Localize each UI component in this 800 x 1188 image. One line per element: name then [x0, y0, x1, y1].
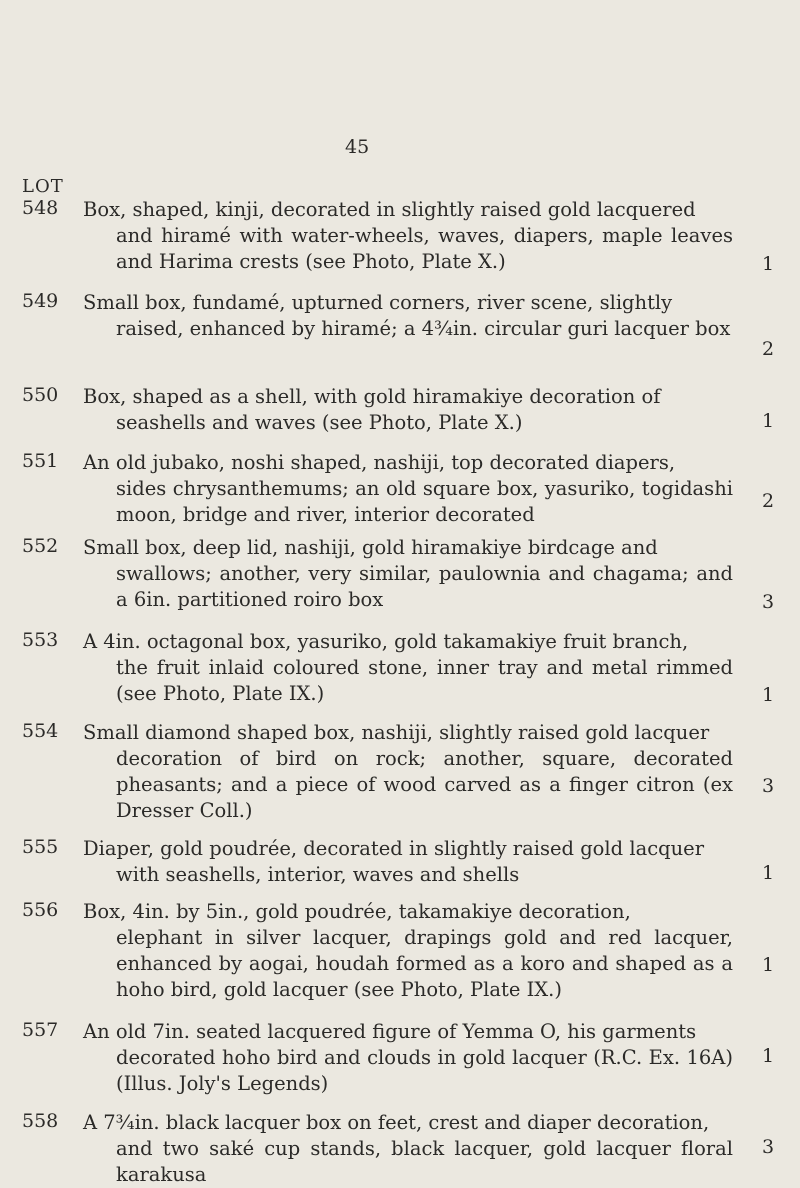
lot-description: Small box, fundamé, upturned corners, river scene, slightly raised, enhanced by hiramé; a 4¾in. circular guri lacquer box — [83, 291, 731, 340]
lot-quantity: 1 — [762, 684, 775, 706]
lot-description: An old jubako, noshi shaped, nashiji, top decorated diapers, sides chrysanthemums; an old square box, yasuriko, togidashi moon, bridge and river, interior decorated — [83, 451, 733, 526]
lot-description: An old 7in. seated lacquered figure of Yemma O, his garments decorated hoho bird and clouds in gold lacquer (R.C. Ex. 16A) (Illus. Joly's Legends) — [83, 1020, 733, 1095]
lot-number: 549 — [22, 290, 59, 312]
lot-number: 550 — [22, 384, 59, 406]
lot-quantity: 1 — [762, 954, 775, 976]
lot-description: Small diamond shaped box, nashiji, slightly raised gold lacquer decoration of bird on rock; another, square, decorated pheasants; and a piece of wood carved as a finger citron (ex Dresser Coll.) — [83, 721, 733, 822]
lot-number: 556 — [22, 899, 59, 921]
lot-description: Box, 4in. by 5in., gold poudrée, takamakiye decoration, elephant in silver lacquer, drapings gold and red lacquer, enhanced by aogai, houdah formed as a koro and shaped as a hoho bird, gold lacquer (see Photo, Plate IX.) — [83, 900, 733, 1001]
lot-number: 553 — [22, 629, 59, 651]
lot-quantity: 1 — [762, 253, 775, 275]
lot-description: A 4in. octagonal box, yasuriko, gold takamakiye fruit branch, the fruit inlaid coloured stone, inner tray and metal rimmed (see Photo, Plate IX.) — [83, 630, 733, 705]
lot-number: 558 — [22, 1110, 59, 1132]
lot-description: Small box, deep lid, nashiji, gold hiramakiye birdcage and swallows; another, very similar, paulownia and chagama; and a 6in. partitioned roiro box — [83, 536, 733, 611]
lot-description: Diaper, gold poudrée, decorated in slightly raised gold lacquer with seashells, interior, waves and shells — [83, 837, 705, 886]
lot-quantity: 3 — [762, 775, 775, 797]
lot-quantity: 1 — [762, 410, 775, 432]
lot-number: 548 — [22, 197, 59, 219]
lot-quantity: 2 — [762, 338, 775, 360]
lot-number: 555 — [22, 836, 59, 858]
lot-number: 554 — [22, 720, 59, 742]
lot-number: 557 — [22, 1019, 59, 1041]
lot-number: 551 — [22, 450, 59, 472]
lot-description: Box, shaped, kinji, decorated in slightly raised gold lacquered and hiramé with water-wheels, waves, diapers, maple leaves and Harima crests (see Photo, Plate X.) — [83, 198, 733, 273]
lot-quantity: 1 — [762, 862, 775, 884]
lot-quantity: 2 — [762, 490, 775, 512]
page-number: 45 — [345, 136, 370, 158]
lot-column-header: LOT — [22, 176, 64, 197]
lot-quantity: 3 — [762, 591, 775, 613]
lot-description: Box, shaped as a shell, with gold hiramakiye decoration of seashells and waves (see Photo, Plate X.) — [83, 385, 661, 434]
lot-quantity: 3 — [762, 1136, 775, 1158]
lot-quantity: 1 — [762, 1045, 775, 1067]
lot-description: A 7¾in. black lacquer box on feet, crest and diaper decoration, and two saké cup stands, black lacquer, gold lacquer floral karakusa — [83, 1111, 733, 1186]
lot-number: 552 — [22, 535, 59, 557]
